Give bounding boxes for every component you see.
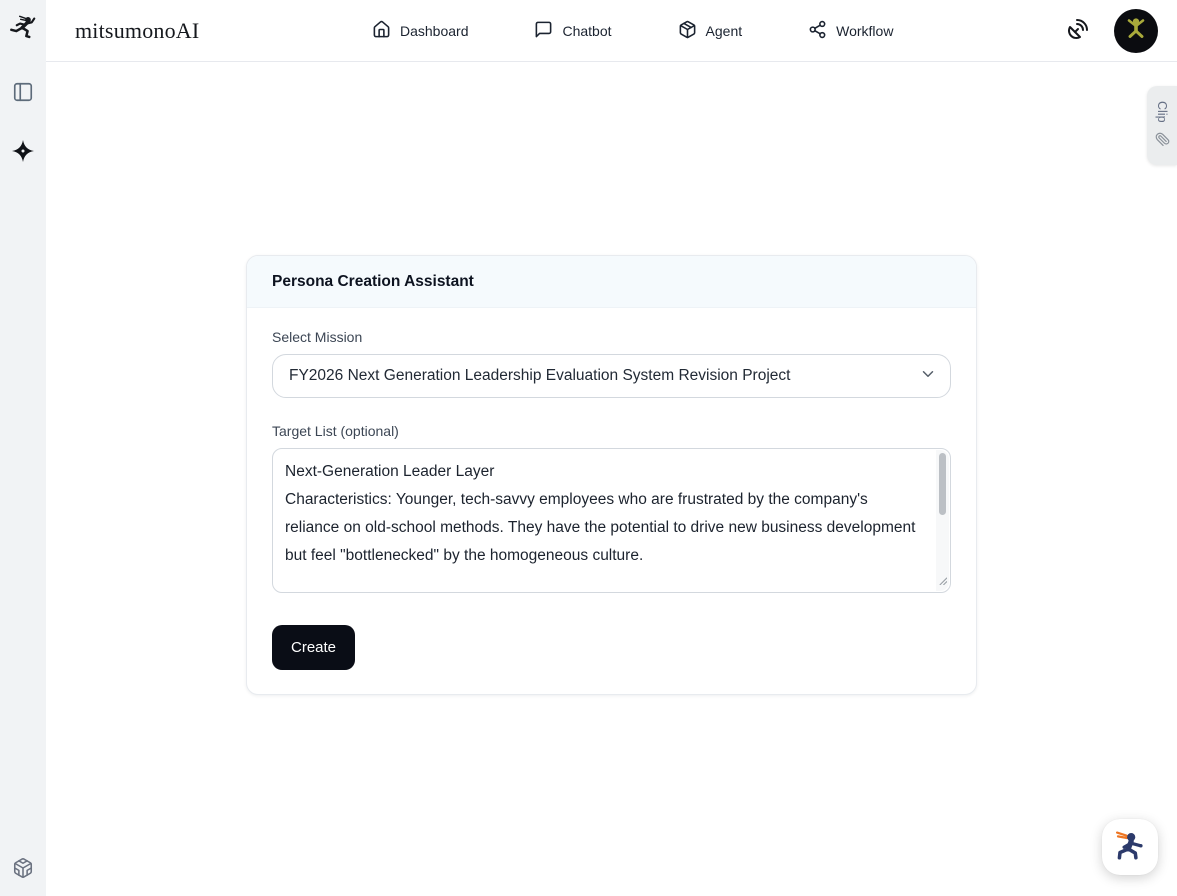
user-avatar[interactable]: [1114, 9, 1158, 53]
mission-select[interactable]: [272, 354, 951, 398]
satellite-dish-icon: [1066, 17, 1090, 44]
target-list-label: Target List (optional): [272, 423, 399, 439]
nav-label: Dashboard: [399, 22, 469, 39]
sandbox-button[interactable]: [12, 857, 34, 882]
page-content: [46, 62, 1177, 896]
card-body: [247, 308, 976, 694]
top-navigation-bar: [46, 0, 1177, 62]
nav-item-agent[interactable]: [678, 20, 743, 42]
package-icon: [678, 20, 697, 42]
card-title: Persona Creation Assistant: [272, 273, 474, 290]
chevron-down-icon: [919, 365, 937, 388]
left-rail: [0, 0, 46, 896]
running-ninja-icon: [8, 14, 38, 49]
topbar-right: [1066, 9, 1158, 53]
cube-icon: [12, 857, 34, 882]
nav-item-workflow[interactable]: [808, 20, 893, 42]
mission-label: Select Mission: [272, 329, 363, 345]
nav-item-dashboard[interactable]: [372, 20, 469, 42]
clip-tab-label: Clip: [1155, 101, 1169, 123]
nav-label: Chatbot: [562, 22, 612, 39]
target-list-textarea[interactable]: [273, 449, 950, 592]
paperclip-icon: [1155, 132, 1170, 150]
brand-logo[interactable]: [0, 0, 46, 62]
nav-label: Workflow: [836, 22, 894, 39]
shuriken-icon: [11, 139, 35, 166]
fighting-ninja-icon: [1110, 826, 1150, 869]
target-list-field-wrap: [272, 448, 951, 593]
brand-name: mitsumonoAI: [75, 17, 200, 43]
ninja-avatar-icon: [1120, 13, 1152, 48]
textarea-scrollbar[interactable]: [936, 450, 949, 591]
clip-side-tab[interactable]: [1147, 86, 1177, 165]
share-network-icon: [808, 20, 827, 42]
mission-select-value: FY2026 Next Generation Leadership Evaluation System Revision Project: [289, 367, 791, 384]
textarea-scrollbar-thumb[interactable]: [939, 453, 946, 515]
persona-creation-card: [246, 255, 977, 695]
nav-item-chatbot[interactable]: [534, 20, 611, 42]
message-square-icon: [534, 20, 553, 42]
call-button[interactable]: [1066, 17, 1090, 44]
assistant-fab[interactable]: [1102, 819, 1158, 875]
shuriken-button[interactable]: [11, 139, 35, 166]
nav-label: Agent: [705, 22, 743, 39]
resize-handle-icon[interactable]: [938, 572, 947, 590]
house-icon: [372, 20, 391, 42]
create-button[interactable]: Create: [272, 625, 355, 670]
main-column: [46, 0, 1177, 896]
primary-nav: [199, 20, 1066, 42]
panel-left-icon: [12, 81, 34, 106]
card-header: [247, 256, 976, 308]
panel-toggle-button[interactable]: [12, 81, 34, 106]
